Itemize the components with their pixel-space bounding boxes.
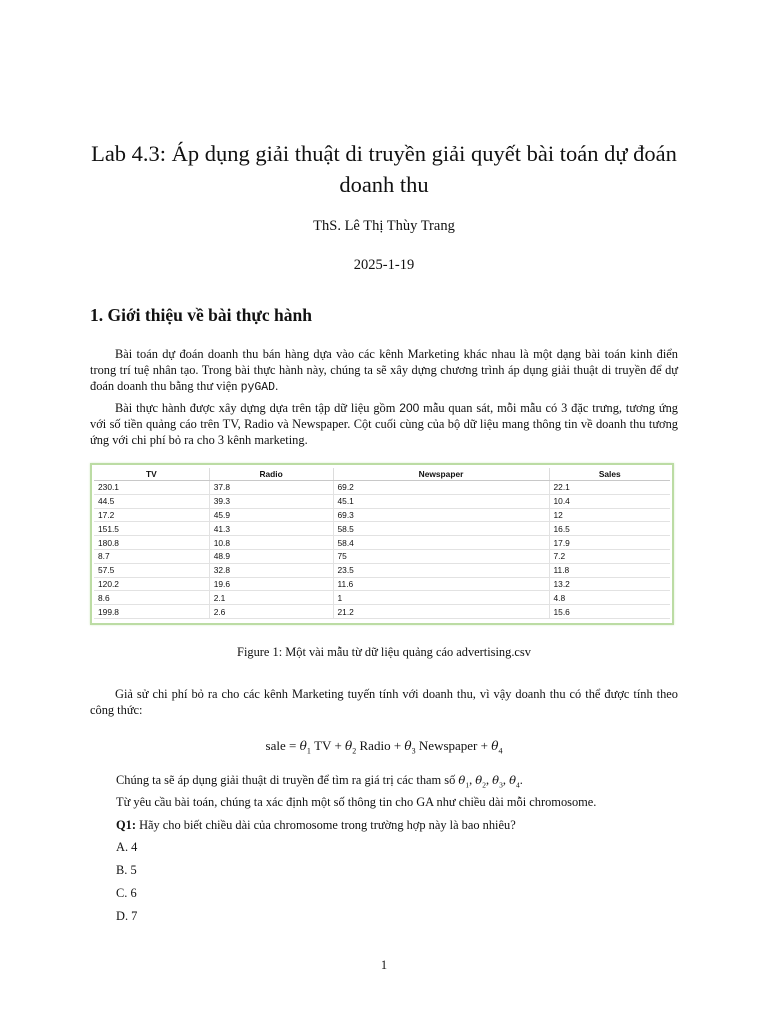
table-header: Radio (209, 468, 333, 481)
table-cell: 37.8 (209, 481, 333, 495)
chromosome-sentence: Từ yêu cầu bài toán, chúng ta xác định một số thông tin cho GA như chiều dài mỗi chromosome. (116, 795, 597, 809)
table-row (94, 481, 670, 495)
answer-option-c: C. 6 (116, 886, 137, 900)
table-row (94, 522, 670, 536)
formula-tv: TV (314, 738, 332, 753)
table-cell: 8.6 (94, 591, 209, 605)
table-cell: 7.2 (549, 549, 670, 563)
figure-caption: Figure 1: Một vài mẫu từ dữ liệu quảng cáo advertising.csv (237, 645, 531, 659)
author: ThS. Lê Thị Thùy Trang (313, 218, 455, 234)
formula-newspaper: Newspaper (418, 738, 478, 753)
intro2-text-b: mẫu quan sát, mỗi mẫu có 3 đặc trưng, tương ứng với số tiền quảng cáo trên TV, Radio và Newspaper. Cột cuối cùng của bộ dữ liệu mang thông tin về doanh thu tương ứng với chi phí bỏ ra cho 3 kênh marketing. (90, 401, 678, 447)
table-cell: 12 (549, 508, 670, 522)
table-cell: 180.8 (94, 536, 209, 550)
sample-count: 200 (399, 401, 420, 415)
table-row (94, 605, 670, 619)
answer-option-a: A. 4 (116, 840, 138, 854)
table-header: Newspaper (333, 468, 549, 481)
answer-option-b: B. 5 (116, 863, 137, 877)
table-row (94, 549, 670, 563)
table-cell: 1 (333, 591, 549, 605)
formula-radio: Radio (359, 738, 391, 753)
table-header-row (94, 468, 670, 481)
answer-option-d: D. 7 (116, 909, 138, 923)
table-cell: 75 (333, 549, 549, 563)
table-cell: 13.2 (549, 577, 670, 591)
table-cell: 2.1 (209, 591, 333, 605)
table-cell: 10.4 (549, 494, 670, 508)
table-cell: 151.5 (94, 522, 209, 536)
sales-formula: sale = $\theta_1$ TV + $\theta_2$ Radio + $\theta_3$ Newspaper + $\theta_4$ (265, 738, 503, 756)
section-heading: 1. Giới thiệu về bài thực hành (90, 305, 312, 325)
table-cell: 48.9 (209, 549, 333, 563)
table-row (94, 563, 670, 577)
table-row (94, 508, 670, 522)
table-row (94, 577, 670, 591)
question-label: Q1: (116, 818, 136, 832)
advertising-table (94, 468, 670, 619)
table-cell: 199.8 (94, 605, 209, 619)
table-cell: 16.5 (549, 522, 670, 536)
table-cell: 230.1 (94, 481, 209, 495)
library-name: pyGAD (240, 381, 276, 394)
table-cell: 17.2 (94, 508, 209, 522)
table-cell: 10.8 (209, 536, 333, 550)
table-row (94, 494, 670, 508)
parameter-text: Chúng ta sẽ áp dụng giải thuật di truyền để tìm ra giá trị các tham số (116, 773, 459, 787)
question-text: Hãy cho biết chiều dài của chromosome trong trường hợp này là bao nhiêu? (135, 818, 516, 832)
table-cell: 45.1 (333, 494, 549, 508)
formula-sale: sale (265, 738, 286, 753)
table-cell: 39.3 (209, 494, 333, 508)
table-cell: 19.6 (209, 577, 333, 591)
table-cell: 17.9 (549, 536, 670, 550)
table-cell: 15.6 (549, 605, 670, 619)
title-line-2: doanh thu (339, 172, 429, 197)
date: 2025-1-19 (353, 257, 415, 273)
table-cell: 44.5 (94, 494, 209, 508)
table-cell: 32.8 (209, 563, 333, 577)
table-cell: 45.9 (209, 508, 333, 522)
data-table-figure (90, 463, 674, 625)
table-cell: 58.4 (333, 536, 549, 550)
intro-end: . (275, 379, 279, 393)
table-row (94, 536, 670, 550)
intro2-text-a: Bài thực hành được xây dựng dựa trên tập dữ liệu gồm (115, 401, 400, 415)
intro-paragraph-1 (90, 346, 678, 396)
intro-text: Bài toán dự đoán doanh thu bán hàng dựa vào các kênh Marketing khác nhau là một dạng bài toán kinh điển trong trí tuệ nhân tạo. Trong bài thực hành này, chúng ta sẽ xây dựng chương trình áp dụng giải thuật di truyền để dự đoán doanh thu bằng thư viện (90, 347, 678, 393)
table-header: TV (94, 468, 209, 481)
parameter-sentence: Chúng ta sẽ áp dụng giải thuật di truyền để tìm ra giá trị các tham số $\theta_1$, $\theta_2$, $\theta_3$, $\theta_4$. (116, 773, 523, 790)
intro-paragraph-2 (90, 400, 678, 448)
question-1 (116, 817, 516, 833)
title-line-1: Lab 4.3: Áp dụng giải thuật di truyền giải quyết bài toán dự đoán (91, 141, 677, 166)
table-cell: 58.5 (333, 522, 549, 536)
table-cell: 11.6 (333, 577, 549, 591)
table-cell: 69.3 (333, 508, 549, 522)
table-cell: 11.8 (549, 563, 670, 577)
table-cell: 21.2 (333, 605, 549, 619)
document-title (80, 138, 688, 200)
table-row (94, 591, 670, 605)
table-cell: 69.2 (333, 481, 549, 495)
table-cell: 2.6 (209, 605, 333, 619)
assumption-paragraph: Giả sử chi phí bỏ ra cho các kênh Marketing tuyến tính với doanh thu, vì vậy doanh thu có thể được tính theo công thức: (90, 687, 678, 717)
table-cell: 22.1 (549, 481, 670, 495)
table-cell: 57.5 (94, 563, 209, 577)
table-cell: 120.2 (94, 577, 209, 591)
table-header: Sales (549, 468, 670, 481)
table-cell: 8.7 (94, 549, 209, 563)
table-cell: 23.5 (333, 563, 549, 577)
table-cell: 4.8 (549, 591, 670, 605)
table-cell: 41.3 (209, 522, 333, 536)
page-number: 1 (380, 958, 388, 972)
